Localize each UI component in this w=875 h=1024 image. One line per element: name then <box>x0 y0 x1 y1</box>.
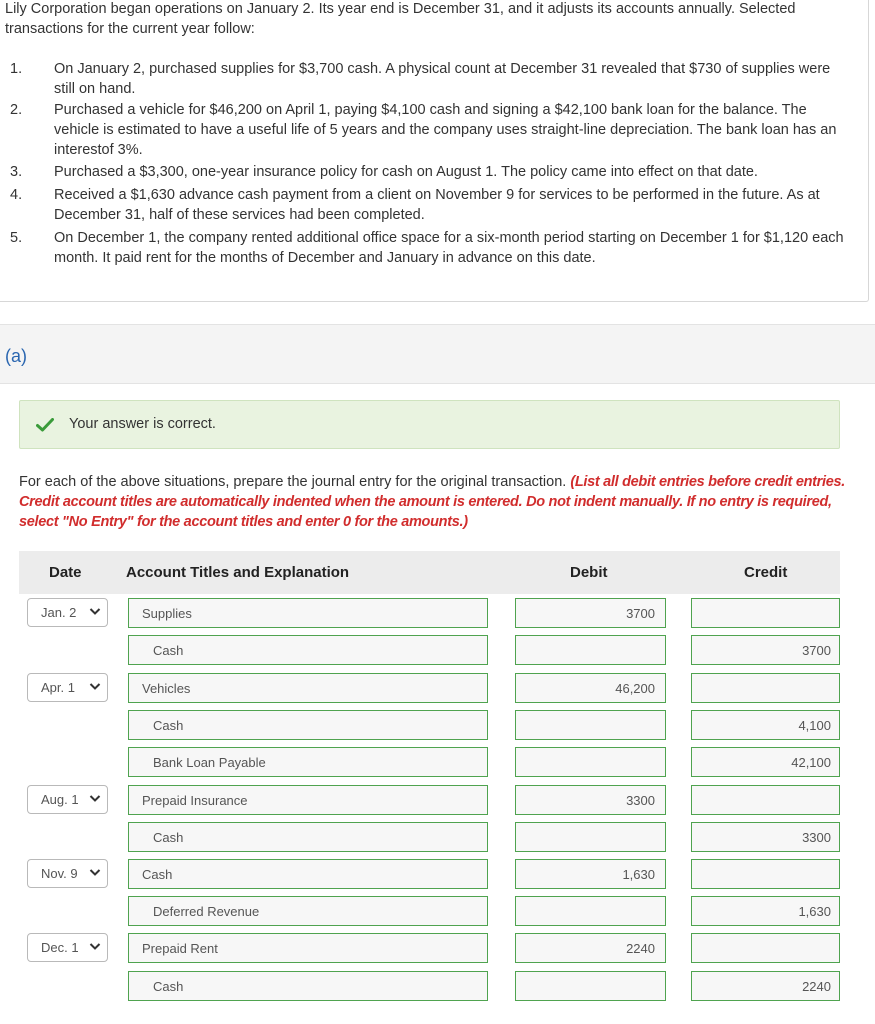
header-credit: Credit <box>744 564 788 581</box>
transaction-text: Purchased a vehicle for $46,200 on April 1, paying $4,100 cash and signing a $42,100 bank loan for the balance. The vehicle is estimated to have a useful life of 5 years and the company uses straight-line depreciation. The bank loan has an interestof 3%. <box>54 102 837 158</box>
debit-input[interactable] <box>515 747 666 777</box>
header-date: Date <box>49 564 82 581</box>
transaction-number: 4. <box>10 187 23 203</box>
chevron-down-icon <box>89 682 101 691</box>
date-select[interactable] <box>27 785 108 814</box>
debit-input[interactable]: 2240 <box>515 933 666 963</box>
journal-table-header <box>19 551 840 594</box>
account-title-input[interactable]: Cash <box>128 710 488 740</box>
problem-intro: Lily Corporation began operations on January 2. Its year end is December 31, and it adjusts its accounts annually. Selected transactions for the current year follow: <box>5 1 796 37</box>
credit-input[interactable] <box>691 598 840 628</box>
account-title-input[interactable]: Bank Loan Payable <box>128 747 488 777</box>
chevron-down-icon <box>89 868 101 877</box>
transaction-text: On January 2, purchased supplies for $3,700 cash. A physical count at December 31 revealed that $730 of supplies were still on hand. <box>54 61 831 97</box>
account-title-input[interactable]: Cash <box>128 971 488 1001</box>
instructions <box>19 472 849 532</box>
date-select-value: Jan. 2 <box>41 605 77 620</box>
debit-input[interactable] <box>515 635 666 665</box>
chevron-down-icon <box>89 942 101 951</box>
date-select-value: Apr. 1 <box>41 680 75 695</box>
debit-input[interactable]: 1,630 <box>515 859 666 889</box>
account-title-input[interactable]: Cash <box>128 859 488 889</box>
instructions-emphasis: (List all debit entries before credit entries. Credit account titles are automatically indented when the amount is entered. Do not indent manually. If no entry is required, select "No Entry" for the account titles and enter 0 for the amounts.) <box>19 474 845 530</box>
credit-input[interactable] <box>691 859 840 889</box>
credit-input[interactable] <box>691 673 840 703</box>
transaction-number: 1. <box>10 61 23 77</box>
transaction-number: 2. <box>10 102 23 118</box>
transaction-text: On December 1, the company rented additional office space for a six-month period starting on December 1 for $1,120 each month. It paid rent for the months of December and January in advance on this date. <box>54 230 844 266</box>
account-title-input[interactable]: Cash <box>128 635 488 665</box>
transaction-text: Purchased a $3,300, one-year insurance policy for cash on August 1. The policy came into effect on that date. <box>54 164 758 180</box>
header-account: Account Titles and Explanation <box>126 564 350 581</box>
date-select[interactable] <box>27 673 108 702</box>
account-title-input[interactable]: Deferred Revenue <box>128 896 488 926</box>
chevron-down-icon <box>89 607 101 616</box>
debit-input[interactable]: 3300 <box>515 785 666 815</box>
date-select[interactable] <box>27 598 108 627</box>
chevron-down-icon <box>89 794 101 803</box>
header-debit: Debit <box>570 564 608 581</box>
date-select[interactable] <box>27 859 108 888</box>
date-select-value: Aug. 1 <box>41 792 79 807</box>
part-header <box>0 324 875 384</box>
part-label: (a) <box>5 346 27 366</box>
debit-input[interactable] <box>515 710 666 740</box>
date-select[interactable] <box>27 933 108 962</box>
credit-input[interactable]: 3300 <box>691 822 840 852</box>
debit-input[interactable] <box>515 896 666 926</box>
account-title-input[interactable]: Supplies <box>128 598 488 628</box>
account-title-input[interactable]: Prepaid Insurance <box>128 785 488 815</box>
check-icon <box>36 418 54 432</box>
debit-input[interactable] <box>515 971 666 1001</box>
date-select-value: Dec. 1 <box>41 940 79 955</box>
problem-statement <box>0 0 869 302</box>
credit-input[interactable]: 1,630 <box>691 896 840 926</box>
feedback-text: Your answer is correct. <box>69 416 216 432</box>
account-title-input[interactable]: Vehicles <box>128 673 488 703</box>
account-title-input[interactable]: Cash <box>128 822 488 852</box>
transaction-text: Received a $1,630 advance cash payment from a client on November 9 for services to be performed in the future. As at December 31, half of these services had been completed. <box>54 187 820 223</box>
transaction-number: 5. <box>10 230 23 246</box>
credit-input[interactable] <box>691 785 840 815</box>
credit-input[interactable]: 2240 <box>691 971 840 1001</box>
credit-input[interactable]: 4,100 <box>691 710 840 740</box>
account-title-input[interactable]: Prepaid Rent <box>128 933 488 963</box>
credit-input[interactable]: 3700 <box>691 635 840 665</box>
credit-input[interactable] <box>691 933 840 963</box>
transaction-number: 3. <box>10 164 23 180</box>
instructions-plain: For each of the above situations, prepare the journal entry for the original transaction. <box>19 474 571 490</box>
debit-input[interactable]: 46,200 <box>515 673 666 703</box>
feedback-correct-box <box>19 400 840 449</box>
credit-input[interactable]: 42,100 <box>691 747 840 777</box>
date-select-value: Nov. 9 <box>41 866 78 881</box>
debit-input[interactable]: 3700 <box>515 598 666 628</box>
debit-input[interactable] <box>515 822 666 852</box>
